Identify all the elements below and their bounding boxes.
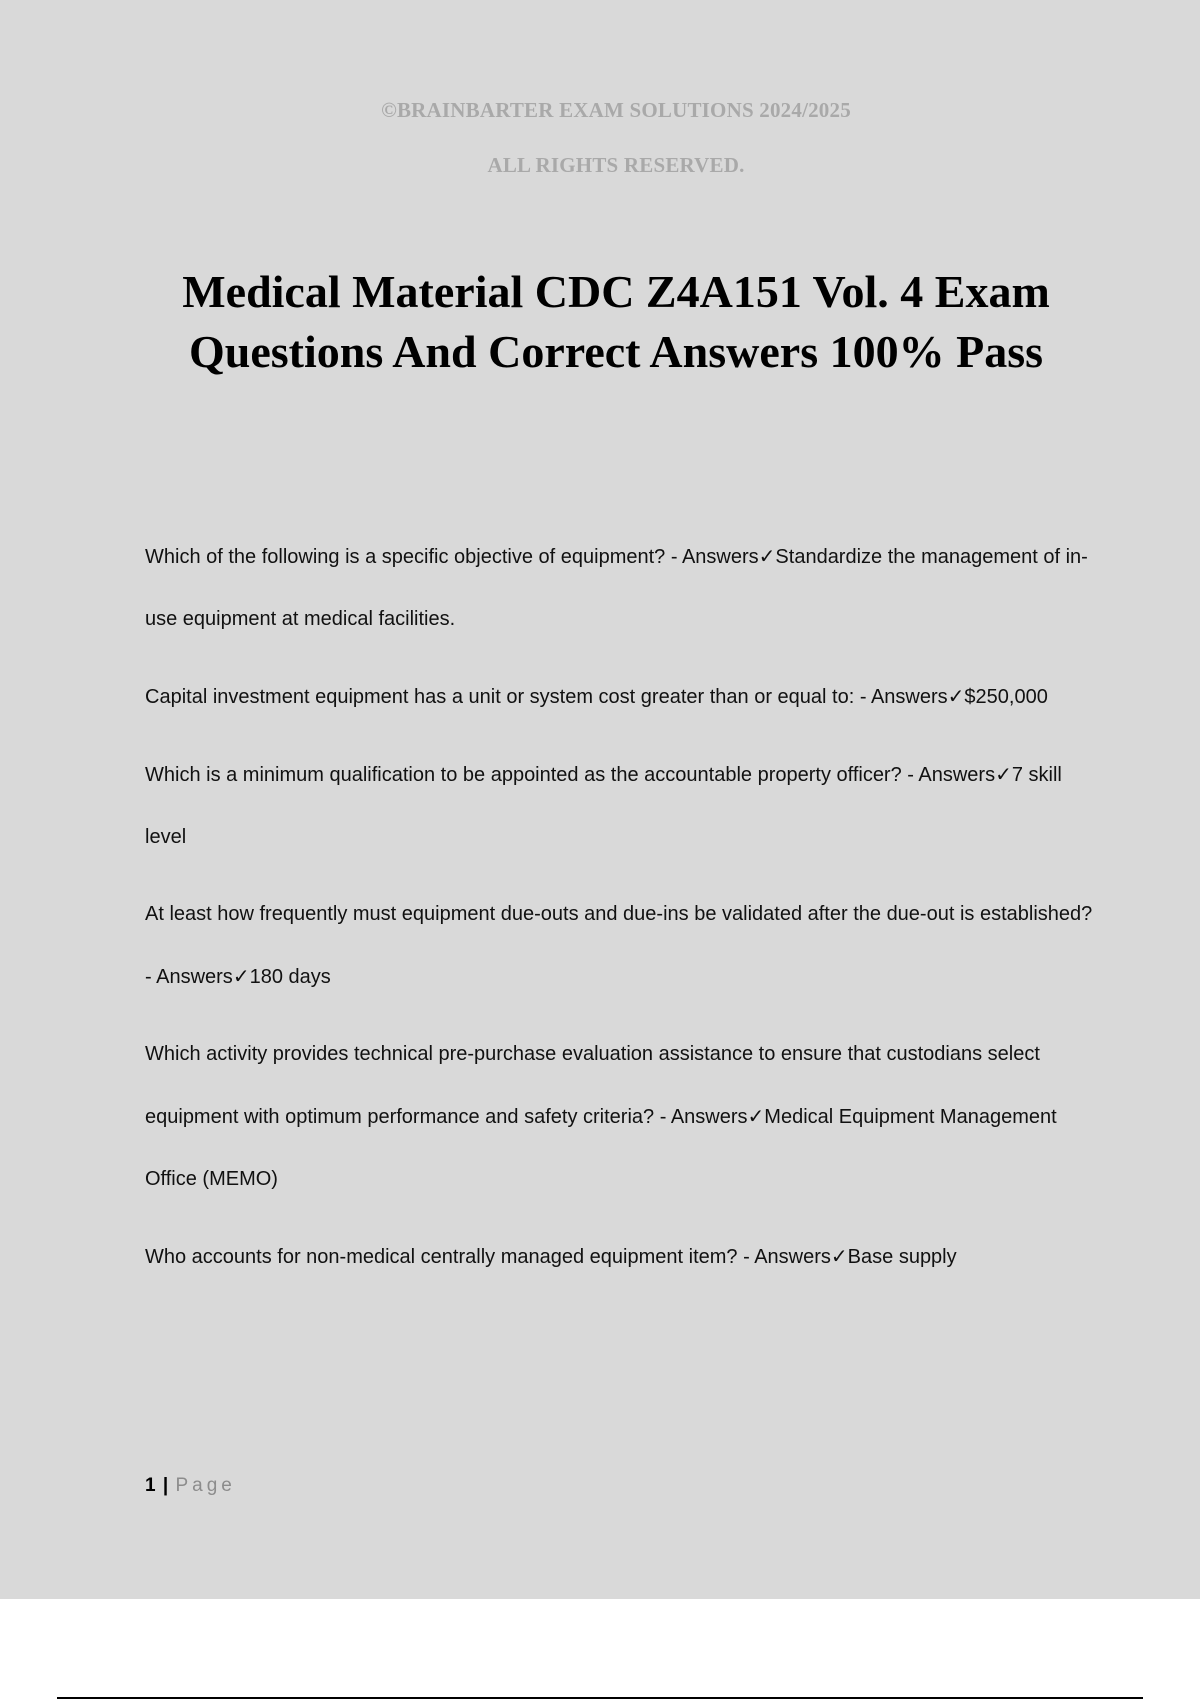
document-title — [0, 262, 1200, 382]
answer-separator: - Answers — [145, 966, 233, 988]
question-text: Which of the following is a specific objective of equipment? — [145, 546, 666, 568]
answer-text: 180 days — [249, 966, 331, 988]
qa-item — [145, 883, 1095, 1008]
checkmark-icon: ✓ — [747, 1104, 765, 1128]
qa-item — [145, 665, 1095, 728]
answer-separator: - Answers — [670, 546, 759, 568]
qa-item — [145, 1023, 1095, 1210]
question-text: Capital investment equipment has a unit or system cost greater than or equal to: — [145, 686, 855, 708]
answer-text: Standardize the management of in-use equipment at medical facilities. — [145, 546, 1088, 630]
page-number: 1 — [145, 1475, 156, 1496]
checkmark-icon: ✓ — [995, 762, 1012, 786]
qa-list — [145, 525, 1095, 1303]
watermark-rights: ALL RIGHTS RESERVED. — [487, 153, 745, 177]
question-text: Who accounts for non-medical centrally managed equipment item? — [145, 1246, 738, 1268]
answer-text: $250,000 — [964, 686, 1048, 708]
question-text: Which activity provides technical pre-purchase evaluation assistance to ensure that custodians select equipment with optimum performance and safety criteria? — [145, 1043, 1040, 1128]
qa-item — [145, 525, 1095, 650]
answer-text: 7 skill level — [145, 764, 1062, 848]
answer-text: Medical Equipment Management Office (MEMO) — [145, 1106, 1057, 1190]
question-text: Which is a minimum qualification to be appointed as the accountable property officer? — [145, 764, 902, 786]
question-text: At least how frequently must equipment due-outs and due-ins be validated after the due-out is established? — [145, 903, 1093, 925]
title-line-2: Questions And Correct Answers 100% Pass — [188, 326, 1043, 377]
checkmark-icon: ✓ — [758, 544, 776, 568]
answer-separator: - Answers — [907, 764, 996, 786]
next-page-rule — [57, 1697, 1143, 1699]
footer-separator: | — [162, 1475, 169, 1496]
checkmark-icon: ✓ — [232, 964, 250, 988]
page-footer — [145, 1475, 236, 1497]
answer-separator: - Answers — [859, 686, 948, 708]
answer-separator: - Answers — [743, 1246, 831, 1268]
answer-separator: - Answers — [659, 1106, 748, 1128]
title-line-1: Medical Material CDC Z4A151 Vol. 4 Exam — [182, 266, 1050, 317]
qa-item — [145, 1225, 1095, 1288]
page-label: Page — [175, 1475, 236, 1496]
checkmark-icon: ✓ — [947, 684, 965, 708]
watermark-copyright: ©BRAINBARTER EXAM SOLUTIONS 2024/2025 — [381, 98, 851, 122]
qa-item — [145, 743, 1095, 868]
checkmark-icon: ✓ — [830, 1244, 848, 1268]
answer-text: Base supply — [847, 1246, 957, 1268]
